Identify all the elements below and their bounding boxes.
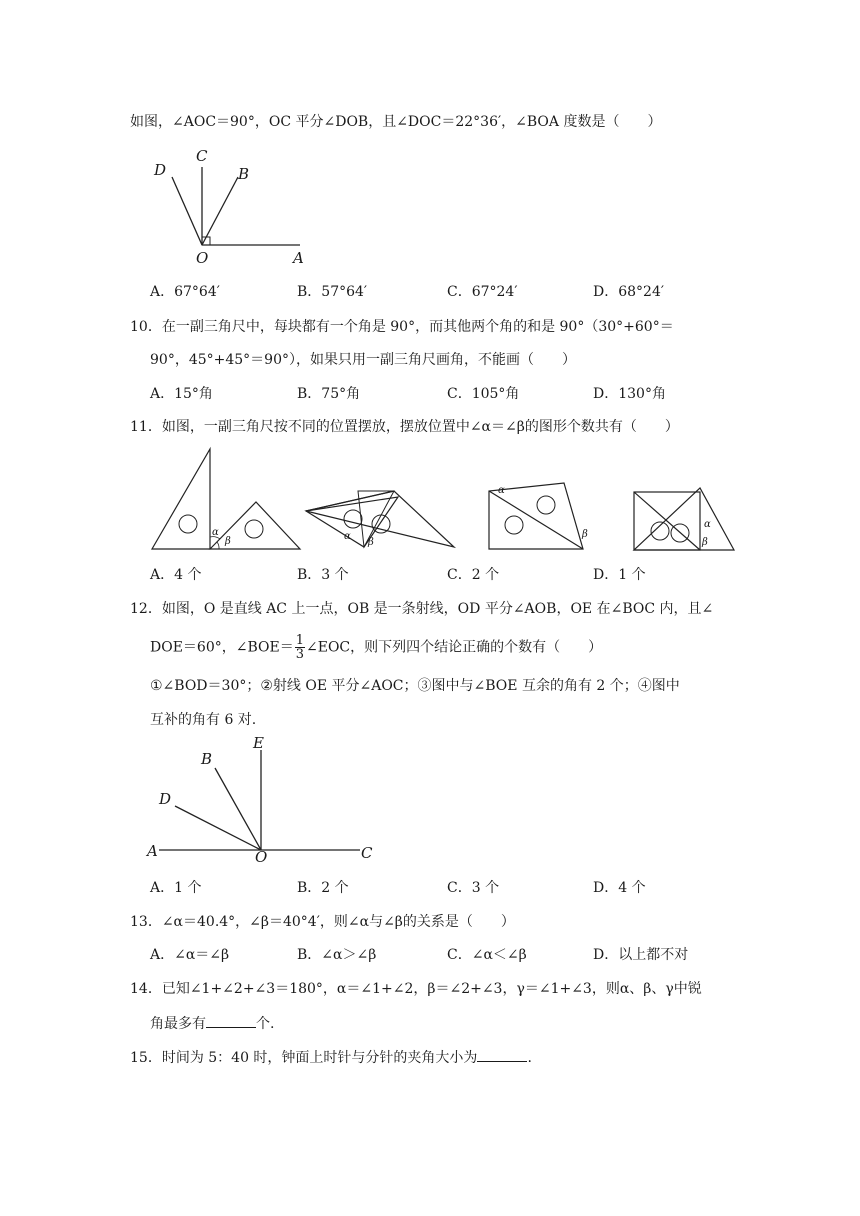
q15-answer-blank[interactable] <box>477 1047 527 1062</box>
q13-option-c[interactable]: C．∠α＜∠β <box>447 947 527 963</box>
q10-line-1: 10．在一副三角尺中，每块都有一个角是 90°，而其他两个角的和是 90°（30°+60°＝ <box>130 319 674 335</box>
q11-figure-3 <box>486 481 592 553</box>
q9-option-a[interactable]: A．67°64′ <box>150 284 220 300</box>
q12-label-b: B <box>201 750 213 768</box>
q15-line-1a: 15．时间为 5：40 时，钟面上时针与分针的夹角大小为 <box>130 1050 478 1066</box>
q14-answer-blank[interactable] <box>206 1013 256 1028</box>
q9-label-c: C <box>196 147 208 165</box>
q11-figure-1 <box>150 447 302 553</box>
q12-label-e: E <box>253 734 264 752</box>
q9-label-b: B <box>238 165 250 183</box>
q12-line-1: 12．如图，O 是直线 AC 上一点，OB 是一条射线，OD 平分∠AOB，OE 在∠BOC 内，且∠ <box>130 601 714 617</box>
q12-label-d: D <box>159 790 172 808</box>
q9-label-a: A <box>293 249 304 267</box>
q11-fig4-beta: β <box>702 537 708 548</box>
q11-figure-4 <box>630 486 738 552</box>
q10-option-b[interactable]: B．75°角 <box>297 386 361 402</box>
q11-option-c[interactable]: C．2 个 <box>447 567 500 583</box>
q11-option-b[interactable]: B．3 个 <box>297 567 349 583</box>
q13-option-d[interactable]: D．以上都不对 <box>593 947 689 963</box>
q13-option-b[interactable]: B．∠α＞∠β <box>297 947 377 963</box>
q9-label-d: D <box>154 161 167 179</box>
q12-option-a[interactable]: A．1 个 <box>150 880 202 896</box>
q11-fig3-alpha: α <box>498 485 505 496</box>
q10-line-2: 90°，45°+45°＝90°），如果只用一副三角尺画角，不能画（ ） <box>150 352 576 368</box>
q12-label-a: A <box>147 842 158 860</box>
q9-text: 如图，∠AOC＝90°，OC 平分∠DOB，且∠DOC＝22°36′，∠BOA 度数是（ ） <box>130 114 662 130</box>
q12-line-2a: DOE＝60°，∠BOE＝ <box>150 639 294 656</box>
q11-stem: 11．如图，一副三角尺按不同的位置摆放，摆放位置中∠α＝∠β的图形个数共有（ ） <box>130 419 679 435</box>
q11-fig1-alpha: α <box>212 527 219 538</box>
q11-fig2-alpha: α <box>344 531 351 542</box>
q12-fraction <box>295 634 305 661</box>
q12-option-c[interactable]: C．3 个 <box>447 880 500 896</box>
q11-fig3-beta: β <box>582 529 588 540</box>
q12-label-o: O <box>255 848 268 866</box>
q9-label-o: O <box>196 249 209 267</box>
q14-line-2 <box>150 1013 274 1034</box>
q12-label-c: C <box>361 844 373 862</box>
q14-line-2a: 角最多有 <box>150 1016 206 1032</box>
q12-frac-den: 3 <box>295 647 304 662</box>
q12-line-4: 互补的角有 6 对. <box>150 712 257 728</box>
q9-figure <box>150 145 320 270</box>
q10-option-a[interactable]: A．15°角 <box>150 386 213 402</box>
q9-option-c[interactable]: C．67°24′ <box>447 284 518 300</box>
q12-option-b[interactable]: B．2 个 <box>297 880 349 896</box>
q11-figure-2 <box>302 487 462 553</box>
q11-option-a[interactable]: A．4 个 <box>150 567 202 583</box>
q11-option-d[interactable]: D．1 个 <box>593 567 646 583</box>
question-9-stem <box>130 112 661 132</box>
q14-line-1: 14．已知∠1+∠2+∠3＝180°，α＝∠1+∠2，β＝∠2+∠3，γ＝∠1+∠3，则α、β、γ中锐 <box>130 981 702 997</box>
q15-line-1b: . <box>527 1050 532 1066</box>
q11-fig2-beta: β <box>368 537 374 548</box>
q10-option-d[interactable]: D．130°角 <box>593 386 666 402</box>
q12-option-d[interactable]: D．4 个 <box>593 880 646 896</box>
q12-line-3: ①∠BOD＝30°；②射线 OE 平分∠AOC；③图中与∠BOE 互余的角有 2 个；④图中 <box>150 678 680 694</box>
q12-frac-num: 1 <box>295 633 304 648</box>
q9-option-d[interactable]: D．68°24′ <box>593 284 665 300</box>
q13-stem: 13．∠α＝40.4°，∠β＝40°4′，则∠α与∠β的关系是（ ） <box>130 914 515 930</box>
q11-fig4-alpha: α <box>704 519 711 530</box>
q13-option-a[interactable]: A．∠α＝∠β <box>150 947 230 963</box>
q14-line-2b: 个. <box>256 1016 275 1032</box>
q9-option-b[interactable]: B．57°64′ <box>297 284 368 300</box>
q10-option-c[interactable]: C．105°角 <box>447 386 520 402</box>
q12-line-2b: ∠EOC，则下列四个结论正确的个数有（ ） <box>306 639 603 656</box>
q11-fig1-beta: β <box>225 536 231 547</box>
q15-line-1 <box>130 1047 532 1068</box>
q12-line-2 <box>150 634 602 661</box>
q12-figure <box>145 732 380 866</box>
